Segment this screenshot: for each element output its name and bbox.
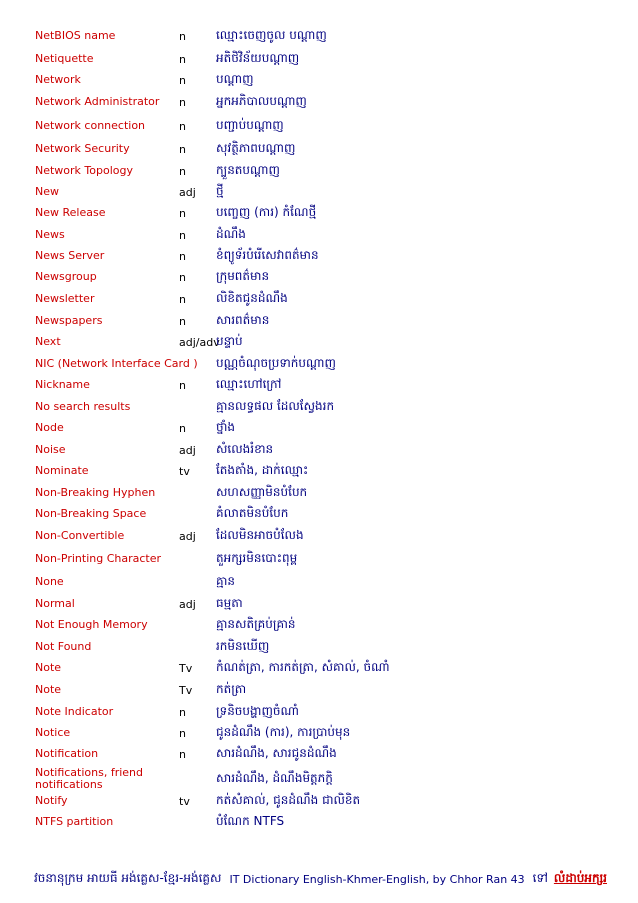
entry-row [0, 374, 638, 396]
entry-pos: n [179, 95, 186, 109]
entry-pos: adj/adv [179, 335, 220, 349]
entry-khmer: ជូនដំណឹង (ការ), ការប្រាប់មុន [216, 725, 351, 739]
entry-row [0, 460, 638, 482]
entry-pos: n [179, 249, 186, 263]
entry-term: Newsletter [35, 292, 95, 305]
entry-row [0, 331, 638, 353]
entry-row [0, 765, 638, 793]
entry-pos: n [179, 52, 186, 66]
entry-row [0, 138, 638, 160]
entry-khmer: សំលេងរំខាន [216, 442, 274, 456]
entry-pos: n [179, 378, 186, 392]
entry-term: Network [35, 73, 81, 86]
entry-row [0, 25, 638, 47]
entry-khmer: គំលាតមិនបំបែក [216, 506, 289, 520]
entry-khmer: ដែលមិនអាចបំលែង [216, 528, 304, 542]
entry-term: None [35, 575, 64, 588]
entry-row [0, 288, 638, 310]
entry-row [0, 115, 638, 137]
entry-term: Notify [35, 794, 68, 807]
entry-pos: n [179, 73, 186, 87]
entry-row [0, 396, 638, 418]
entry-term: Newsgroup [35, 270, 97, 283]
entry-term: Non-Breaking Space [35, 507, 147, 520]
entry-khmer: តែងតាំង, ដាក់ឈ្មោះ [216, 463, 309, 477]
entry-pos: Tv [179, 661, 193, 675]
entry-khmer: សហសញ្ញាមិនបំបែក [216, 485, 308, 499]
entry-khmer: សុវត្ថិភាពបណ្ដាញ [216, 141, 296, 155]
entry-pos: n [179, 747, 186, 761]
entry-khmer: ធម្មតា [216, 596, 243, 610]
entry-pos: n [179, 29, 186, 43]
entry-row [0, 353, 638, 375]
entry-term: New [35, 185, 59, 198]
entry-khmer: សារដំណឹង, សារជូនដំណឹង [216, 746, 337, 760]
entry-term: Non-Convertible [35, 529, 125, 542]
entry-row [0, 636, 638, 658]
entry-khmer: បន្ទាប់ [216, 334, 243, 348]
entry-khmer: ក្បួនតបណ្ដាញ [216, 163, 280, 177]
entry-term: Network Topology [35, 164, 133, 177]
entry-row [0, 224, 638, 246]
entry-term: New Release [35, 206, 106, 219]
entry-row [0, 160, 638, 182]
alphabetical-index-link[interactable]: លំដាប់អក្សរ [553, 871, 607, 885]
entry-pos: n [179, 119, 186, 133]
entry-row [0, 614, 638, 636]
entry-row [0, 701, 638, 723]
entry-pos: adj [179, 185, 196, 199]
entry-khmer: ថ្នាំង [216, 420, 236, 434]
entry-row [0, 310, 638, 332]
entry-term: Not Found [35, 640, 92, 653]
entry-khmer: រកមិនឃើញ [216, 639, 270, 653]
entry-khmer: គ្មានលទ្ធផល ដែលស្វែងរក [216, 399, 335, 413]
entry-term: No search results [35, 400, 131, 413]
entry-khmer: ឈ្មោះហៅក្រៅ [216, 377, 282, 391]
entry-khmer: តួអក្សរមិនបោះពុម្ព [216, 551, 298, 565]
entry-term: News Server [35, 249, 105, 262]
entry-term: Nominate [35, 464, 89, 477]
entry-term: Network Security [35, 142, 130, 155]
entry-term: Network Administrator [35, 95, 160, 108]
entry-pos: n [179, 164, 186, 178]
entry-term: NetBIOS name [35, 29, 116, 42]
entry-khmer: បញ្ចេញ (ការ) កំណែថ្មី [216, 205, 317, 219]
entry-pos: tv [179, 464, 190, 478]
entry-khmer: លិខិតជូនដំណឹង [216, 291, 288, 305]
entry-term: Nickname [35, 378, 90, 391]
entry-row [0, 181, 638, 203]
entry-pos: adj [179, 443, 196, 457]
entry-khmer: បណ្ដាញ [216, 72, 254, 86]
entry-row [0, 69, 638, 91]
page-footer [34, 869, 624, 889]
entry-row [0, 679, 638, 701]
entry-term: Newspapers [35, 314, 103, 327]
entry-term: Notifications, friend notifications [35, 766, 144, 791]
entry-pos: tv [179, 794, 190, 808]
entry-pos: adj [179, 529, 196, 543]
entry-row [0, 593, 638, 615]
entry-khmer: បណ្ណចំណុចប្រទាក់បណ្ដាញ [216, 356, 336, 370]
entry-term: Note Indicator [35, 705, 114, 718]
entry-khmer: សារដំណឹង, ដំណឹងមិត្តភក្តិ [216, 771, 333, 785]
entry-row [0, 482, 638, 504]
entry-khmer: កំណត់ត្រា, ការកត់ត្រា, សំគាល់, ចំណាំ [216, 660, 390, 674]
entry-term: Netiquette [35, 52, 94, 65]
entry-row [0, 503, 638, 525]
entry-khmer: កត់សំគាល់, ជូនដំណឹង ជាលិខិត [216, 793, 361, 807]
entry-pos: n [179, 292, 186, 306]
entry-row [0, 571, 638, 593]
entry-pos: n [179, 705, 186, 719]
entry-term: Note [35, 661, 62, 674]
entry-row [0, 439, 638, 461]
entry-term: Network connection [35, 119, 146, 132]
entry-pos: Tv [179, 683, 193, 697]
entry-pos: n [179, 228, 186, 242]
entry-row [0, 743, 638, 765]
entry-row [0, 245, 638, 267]
entry-pos: n [179, 726, 186, 740]
entry-khmer: ថ្មី [216, 184, 224, 198]
entry-khmer: ខំព្យូទ័របំរើសេវាពត៌មាន [216, 248, 319, 262]
entry-term: NIC (Network Interface Card ) [35, 357, 198, 370]
entry-term: Note [35, 683, 62, 696]
entry-term: Non-Breaking Hyphen [35, 486, 156, 499]
entry-pos: n [179, 142, 186, 156]
entry-khmer: ដំណឹង [216, 227, 246, 241]
entry-khmer: សារពត៌មាន [216, 313, 270, 327]
entry-term: Not Enough Memory [35, 618, 148, 631]
entry-term: Node [35, 421, 64, 434]
entry-term: Non-Printing Character [35, 552, 162, 565]
entry-term: Normal [35, 597, 75, 610]
entry-khmer: ឈ្មោះចេញចូល បណ្ដាញ [216, 28, 327, 42]
entry-pos: n [179, 421, 186, 435]
entry-term: Notification [35, 747, 99, 760]
entry-pos: n [179, 314, 186, 328]
footer-goto-text: ទៅ [532, 871, 548, 885]
entry-term: Next [35, 335, 61, 348]
entry-row [0, 722, 638, 744]
entry-term: News [35, 228, 65, 241]
entry-row [0, 548, 638, 570]
entry-row [0, 266, 638, 288]
entry-khmer: ទ្រនិចបង្ហាញចំណាំ [216, 704, 299, 718]
footer-khmer-title: វចនានុក្រម អាយធី អង់គ្លេស-ខ្មែរ-អង់គ្លេស [34, 871, 222, 885]
entry-row [0, 811, 638, 833]
entry-row [0, 91, 638, 113]
entry-term: NTFS partition [35, 815, 114, 828]
entry-pos: adj [179, 597, 196, 611]
entry-khmer: កត់ត្រា [216, 682, 247, 696]
entry-row [0, 202, 638, 224]
entry-row [0, 657, 638, 679]
entry-khmer: គ្មានសតិគ្រប់គ្រាន់ [216, 617, 296, 631]
entry-row [0, 48, 638, 70]
entry-khmer: បំណែក NTFS [216, 814, 285, 828]
entry-khmer: បញ្ជាប់បណ្ដាញ [216, 118, 284, 132]
entry-row [0, 790, 638, 812]
entry-term: Noise [35, 443, 66, 456]
entry-khmer: គ្មាន [216, 574, 236, 588]
entry-pos: n [179, 206, 186, 220]
entry-khmer: អ្នកអភិបាលបណ្ដាញ [216, 94, 307, 108]
entry-term: Notice [35, 726, 71, 739]
entry-row [0, 417, 638, 439]
entry-khmer: អតិថិវិន័យបណ្ដាញ [216, 51, 300, 65]
entry-pos: n [179, 270, 186, 284]
entry-row [0, 525, 638, 547]
footer-english-title: IT Dictionary English-Khmer-English, by Chhor Ran 43 [229, 872, 525, 886]
entry-khmer: ក្រុមពត៌មាន [216, 269, 270, 283]
